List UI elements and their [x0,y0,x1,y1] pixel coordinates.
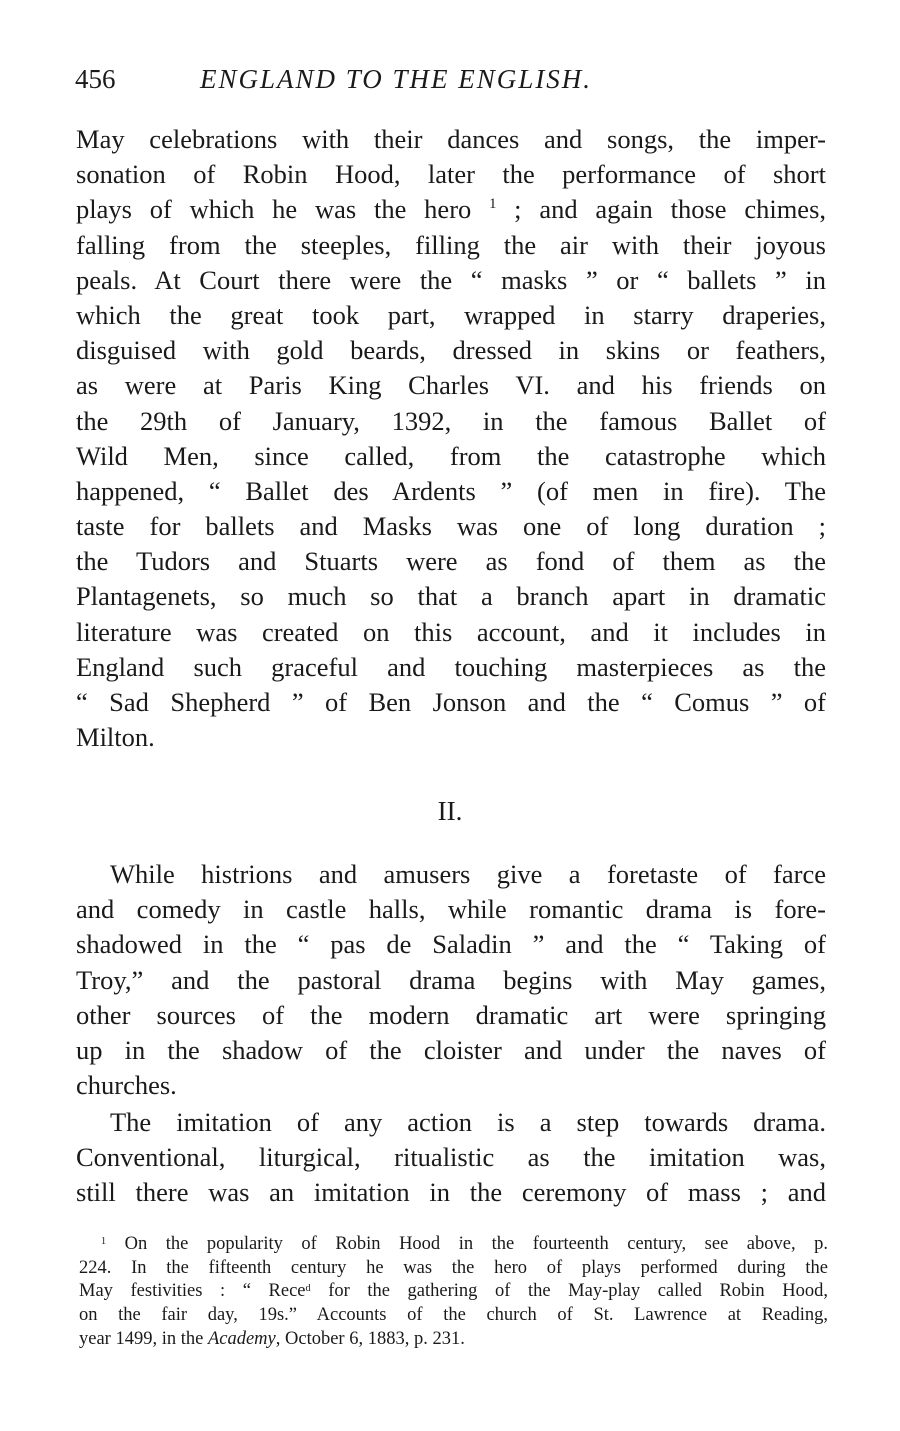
footnote-line [79,1233,828,1257]
text-line: still there was an imitation in the ceremony of mass ; and [76,1177,826,1208]
footnote-line: on the fair day, 19s.” Accounts of the church of St. Lawrence at Reading, [79,1305,828,1326]
running-header [75,64,835,104]
footnote-line [79,1280,828,1304]
text-fragment: May festivities : “ Rece [79,1281,306,1302]
text-fragment: for the gathering of the May-play called Robin Hood, [310,1281,828,1302]
text-line: Troy,” and the pastoral drama begins with May games, [76,964,826,995]
text-line: Conventional, liturgical, ritualistic as the imitation was, [76,1142,826,1173]
superscript-d: d [305,1283,311,1295]
text-line: churches. [76,1070,177,1101]
section-heading: II. [437,796,463,826]
text-line: up in the shadow of the cloister and under the naves of [76,1034,826,1065]
text-line: Wild Men, since called, from the catastrophe which [76,440,826,471]
text-line: the Tudors and Stuarts were as fond of them as the [76,546,826,577]
journal-title: Academy [207,1328,276,1349]
text-line: literature was created on this account, and it includes in [76,616,826,647]
footnote-marker: 1 [101,1235,107,1247]
running-title: ENGLAND TO THE ENGLISH. [200,64,593,94]
text-line: as were at Paris King Charles VI. and his friends on [76,370,826,401]
text-line: which the great took part, wrapped in starry draperies, [76,299,826,330]
text-fragment: ; and again those chimes, [514,194,827,225]
text-line: taste for ballets and Masks was one of long duration ; [76,511,826,542]
text-line: shadowed in the “ pas de Saladin ” and the “ Taking of [76,929,826,960]
text-line: and comedy in castle halls, while romantic drama is fore- [76,894,826,925]
footnote-line [79,1328,828,1352]
paragraph-3 [76,1105,826,1211]
text-fragment: On the popularity of Robin Hood in the fourteenth century, see above, p. [124,1234,828,1254]
text-fragment: year 1499, in the [79,1328,208,1349]
text-line: The imitation of any action is a step towards drama. [110,1107,826,1137]
text-line: sonation of Robin Hood, later the performance of short [76,159,826,190]
text-line: Milton. [76,722,155,753]
text-line: Plantagenets, so much so that a branch apart in dramatic [76,581,826,612]
text-line: disguised with gold beards, dressed in skins or feathers, [76,335,826,366]
text-line: other sources of the modern dramatic art were springing [76,999,826,1030]
text-line: England such graceful and touching masterpieces as the [76,651,826,682]
footnote-line: 224. In the fifteenth century he was the hero of plays performed during the [79,1257,828,1278]
footnote-ref: 1 [489,196,497,213]
text-fragment: plays of which he was the hero [76,194,472,225]
paragraph-1 [76,122,826,755]
text-line: the 29th of January, 1392, in the famous Ballet of [76,405,826,436]
footnote [79,1233,828,1351]
text-line [76,192,826,227]
text-line: “ Sad Shepherd ” of Ben Jonson and the “ Comus ” of [76,687,826,717]
text-line: May celebrations with their dances and songs, the imper- [76,124,826,154]
text-line: peals. At Court there were the “ masks ” or “ ballets ” in [76,264,826,295]
text-fragment: , October 6, 1883, p. 231. [275,1328,465,1349]
text-line: While histrions and amusers give a foretaste of farce [110,859,826,889]
page-number: 456 [75,64,116,94]
text-line: falling from the steeples, filling the air with their joyous [76,229,826,260]
text-line: happened, “ Ballet des Ardents ” (of men in fire). The [76,475,826,506]
paragraph-2 [76,857,826,1103]
